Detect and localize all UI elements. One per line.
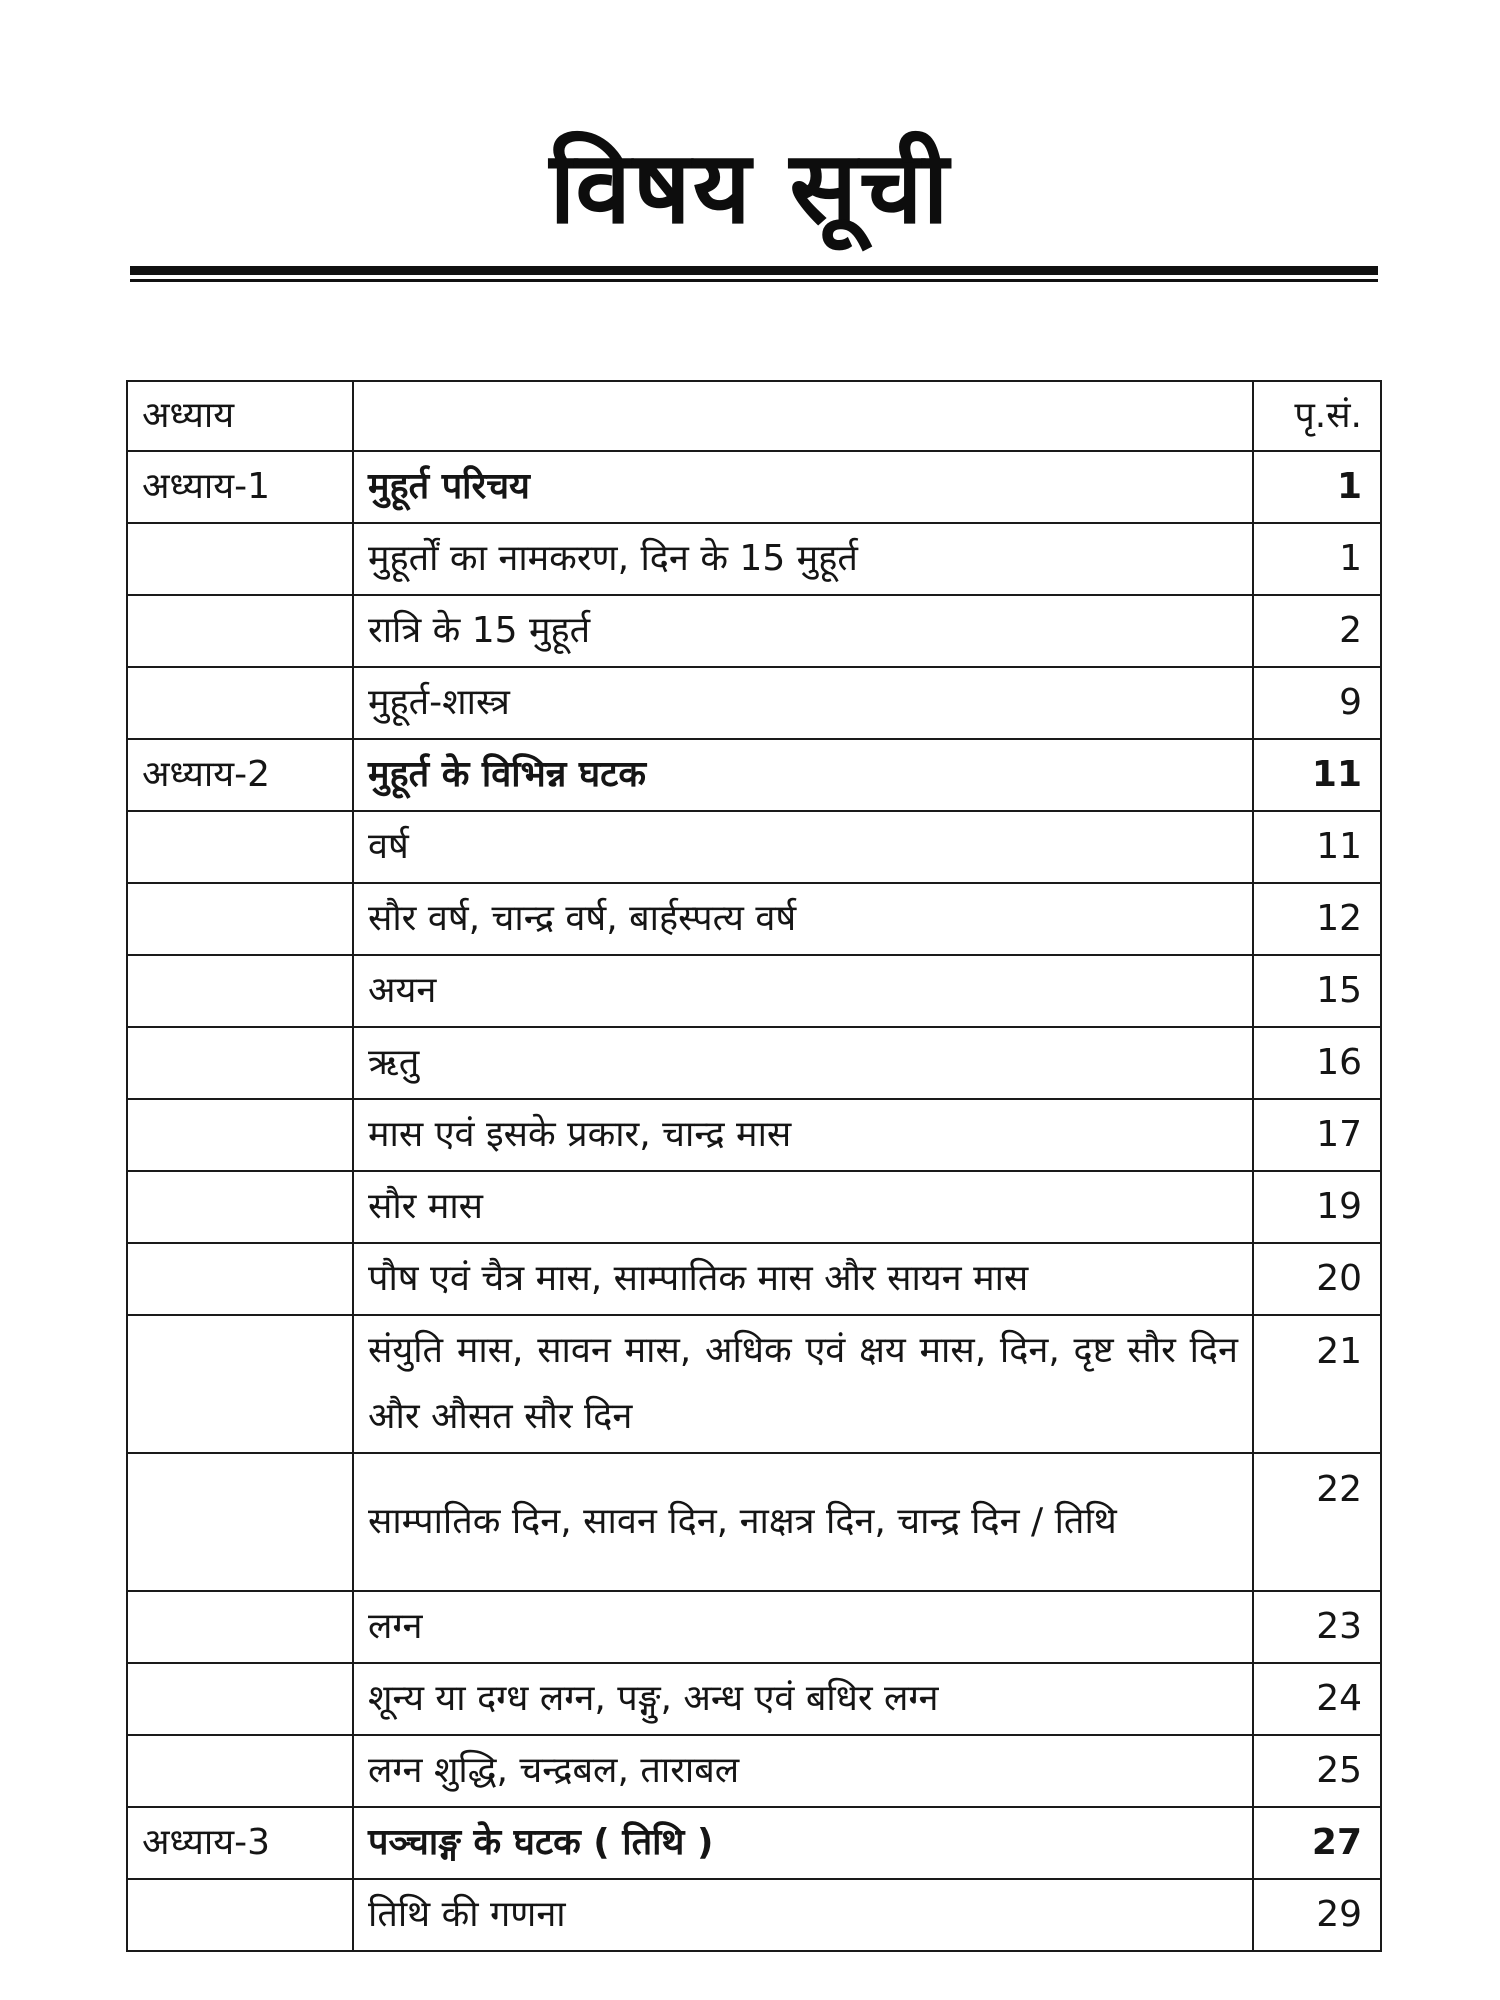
row-chapter <box>127 1453 353 1591</box>
row-chapter <box>127 1591 353 1663</box>
title-underline-thick <box>130 266 1378 275</box>
table-row <box>127 1663 1381 1735</box>
row-title: सौर वर्ष, चान्द्र वर्ष, बार्हस्पत्य वर्ष <box>353 883 1253 955</box>
row-title: लग्न <box>353 1591 1253 1663</box>
row-page-number: 19 <box>1253 1171 1381 1243</box>
row-page-number: 25 <box>1253 1735 1381 1807</box>
row-title: संयुति मास, सावन मास, अधिक एवं क्षय मास, दिन, दृष्ट सौर दिन और औसत सौर दिन <box>353 1315 1253 1453</box>
row-chapter <box>127 523 353 595</box>
table-row <box>127 1171 1381 1243</box>
row-title: लग्न शुद्धि, चन्द्रबल, ताराबल <box>353 1735 1253 1807</box>
row-page-number: 20 <box>1253 1243 1381 1315</box>
contents-table-body <box>127 381 1381 1951</box>
row-page-number: 11 <box>1253 739 1381 811</box>
row-chapter <box>127 811 353 883</box>
title-underline-thin <box>130 279 1378 282</box>
table-row <box>127 1735 1381 1807</box>
table-row <box>127 1591 1381 1663</box>
row-title: तिथि की गणना <box>353 1879 1253 1951</box>
row-page-number: 1 <box>1253 451 1381 523</box>
table-row <box>127 1243 1381 1315</box>
table-row <box>127 1879 1381 1951</box>
header-title <box>353 381 1253 451</box>
header-page-number: पृ.सं. <box>1253 381 1381 451</box>
row-title: सौर मास <box>353 1171 1253 1243</box>
row-title: मास एवं इसके प्रकार, चान्द्र मास <box>353 1099 1253 1171</box>
row-page-number: 24 <box>1253 1663 1381 1735</box>
table-row <box>127 955 1381 1027</box>
row-title: रात्रि के 15 मुहूर्त <box>353 595 1253 667</box>
row-title: शून्य या दग्ध लग्न, पङ्गु, अन्ध एवं बधिर लग्न <box>353 1663 1253 1735</box>
table-row <box>127 1315 1381 1453</box>
table-header-row <box>127 381 1381 451</box>
row-page-number: 2 <box>1253 595 1381 667</box>
table-row <box>127 595 1381 667</box>
header-chapter: अध्याय <box>127 381 353 451</box>
row-page-number: 17 <box>1253 1099 1381 1171</box>
table-row <box>127 883 1381 955</box>
row-chapter: अध्याय-1 <box>127 451 353 523</box>
row-title: मुहूर्त-शास्त्र <box>353 667 1253 739</box>
row-chapter: अध्याय-3 <box>127 1807 353 1879</box>
row-title: मुहूर्त परिचय <box>353 451 1253 523</box>
row-page-number: 27 <box>1253 1807 1381 1879</box>
row-title: मुहूर्तों का नामकरण, दिन के 15 मुहूर्त <box>353 523 1253 595</box>
row-chapter <box>127 667 353 739</box>
table-row <box>127 1027 1381 1099</box>
row-page-number: 29 <box>1253 1879 1381 1951</box>
row-page-number: 21 <box>1253 1315 1381 1453</box>
row-chapter <box>127 1663 353 1735</box>
row-title: मुहूर्त के विभिन्न घटक <box>353 739 1253 811</box>
row-chapter <box>127 595 353 667</box>
table-row <box>127 1453 1381 1591</box>
row-chapter <box>127 1027 353 1099</box>
row-title: पौष एवं चैत्र मास, साम्पातिक मास और सायन मास <box>353 1243 1253 1315</box>
table-row <box>127 1807 1381 1879</box>
table-row <box>127 667 1381 739</box>
row-chapter: अध्याय-2 <box>127 739 353 811</box>
table-row <box>127 811 1381 883</box>
table-row <box>127 451 1381 523</box>
row-chapter <box>127 1879 353 1951</box>
row-title: पञ्चाङ्ग के घटक ( तिथि ) <box>353 1807 1253 1879</box>
row-chapter <box>127 1243 353 1315</box>
row-page-number: 1 <box>1253 523 1381 595</box>
row-page-number: 23 <box>1253 1591 1381 1663</box>
table-row <box>127 523 1381 595</box>
table-row <box>127 739 1381 811</box>
row-title: वर्ष <box>353 811 1253 883</box>
row-chapter <box>127 1735 353 1807</box>
row-page-number: 11 <box>1253 811 1381 883</box>
row-page-number: 12 <box>1253 883 1381 955</box>
row-chapter <box>127 883 353 955</box>
row-page-number: 22 <box>1253 1453 1381 1591</box>
row-page-number: 9 <box>1253 667 1381 739</box>
row-chapter <box>127 955 353 1027</box>
row-chapter <box>127 1315 353 1453</box>
table-row <box>127 1099 1381 1171</box>
row-chapter <box>127 1099 353 1171</box>
row-page-number: 16 <box>1253 1027 1381 1099</box>
row-page-number: 15 <box>1253 955 1381 1027</box>
page-title: विषय सूची <box>549 129 951 246</box>
row-title: साम्पातिक दिन, सावन दिन, नाक्षत्र दिन, चान्द्र दिन / तिथि <box>353 1453 1253 1591</box>
row-title: ऋतु <box>353 1027 1253 1099</box>
row-chapter <box>127 1171 353 1243</box>
row-title: अयन <box>353 955 1253 1027</box>
contents-table <box>126 380 1382 1952</box>
